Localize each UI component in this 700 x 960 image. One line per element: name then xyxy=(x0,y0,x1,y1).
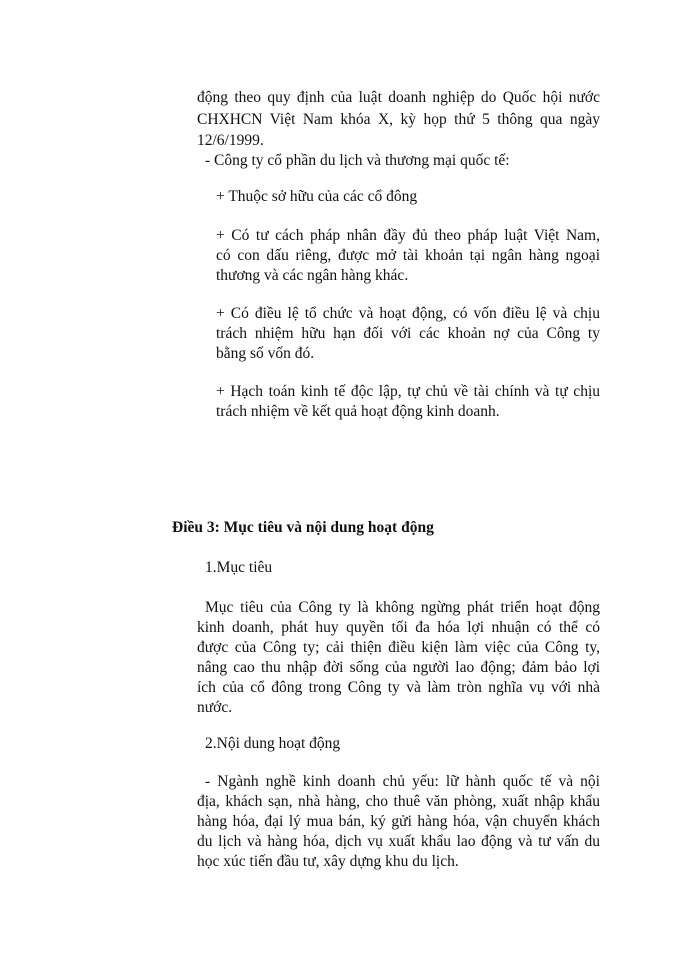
company-bullet-4-line-2: trách nhiệm về kết quả hoạt động kinh doanh. xyxy=(216,403,500,420)
activities-paragraph-line-3: hàng hóa, đại lý mua bán, ký gửi hàng hóa, vận chuyển khách xyxy=(197,813,600,830)
activities-paragraph-line-5: học xúc tiến đầu tư, xây dựng khu du lịch. xyxy=(197,853,459,870)
activities-paragraph-line-1: - Ngành nghề kinh doanh chủ yếu: lữ hành quốc tế và nội xyxy=(205,773,600,790)
section-2-heading: 2.Nội dung hoạt động xyxy=(205,735,341,752)
company-bullet-2-line-2: có con dấu riêng, được mở tài khoản tại ngân hàng ngoại xyxy=(216,247,600,264)
company-bullet-4-line-1: + Hạch toán kinh tế độc lập, tự chủ về tài chính và tự chịu xyxy=(216,383,600,400)
goal-paragraph-line-2: kinh doanh, phát huy quyền tối đa hóa lợi nhuận có thể có xyxy=(197,619,600,636)
company-bullet-3-line-3: bằng số vốn đó. xyxy=(216,345,315,362)
activities-paragraph-line-4: du lịch và hàng hóa, dịch vụ xuất khẩu lao động và tư vấn du xyxy=(197,833,600,850)
goal-paragraph-line-5: ích của cổ đông trong Công ty và làm tròn nghĩa vụ với nhà xyxy=(197,679,600,696)
activities-paragraph-line-2: địa, khách sạn, nhà hàng, cho thuê văn phòng, xuất nhập khẩu xyxy=(197,793,600,810)
company-bullet-2-line-3: thương và các ngân hàng khác. xyxy=(216,267,409,284)
company-header: - Công ty cổ phần du lịch và thương mại quốc tế: xyxy=(205,152,510,169)
article-3-heading: Điều 3: Mục tiêu và nội dung hoạt động xyxy=(172,519,434,536)
company-bullet-2-line-1: + Có tư cách pháp nhân đầy đủ theo pháp luật Việt Nam, xyxy=(216,227,600,244)
intro-line-2: CHXHCN Việt Nam khóa X, kỳ họp thứ 5 thông qua ngày xyxy=(197,111,600,128)
goal-paragraph-line-6: nước. xyxy=(197,699,233,716)
goal-paragraph-line-1: Mục tiêu của Công ty là không ngừng phát triển hoạt động xyxy=(205,599,600,616)
section-1-heading: 1.Mục tiêu xyxy=(205,559,273,576)
intro-line-1: động theo quy định của luật doanh nghiệp do Quốc hội nước xyxy=(197,89,600,106)
company-bullet-3-line-1: + Có điều lệ tổ chức và hoạt động, có vốn điều lệ và chịu xyxy=(216,305,600,322)
intro-line-3: 12/6/1999. xyxy=(197,132,264,149)
company-bullet-1: + Thuộc sở hữu của các cổ đông xyxy=(216,188,418,205)
company-bullet-3-line-2: trách nhiệm hữu hạn đối với các khoản nợ của Công ty xyxy=(216,325,600,342)
goal-paragraph-line-3: được của Công ty; cải thiện điều kiện làm việc của Công ty, xyxy=(197,639,600,656)
goal-paragraph-line-4: nâng cao thu nhập đời sống của người lao động; đảm bảo lợi xyxy=(197,659,600,676)
